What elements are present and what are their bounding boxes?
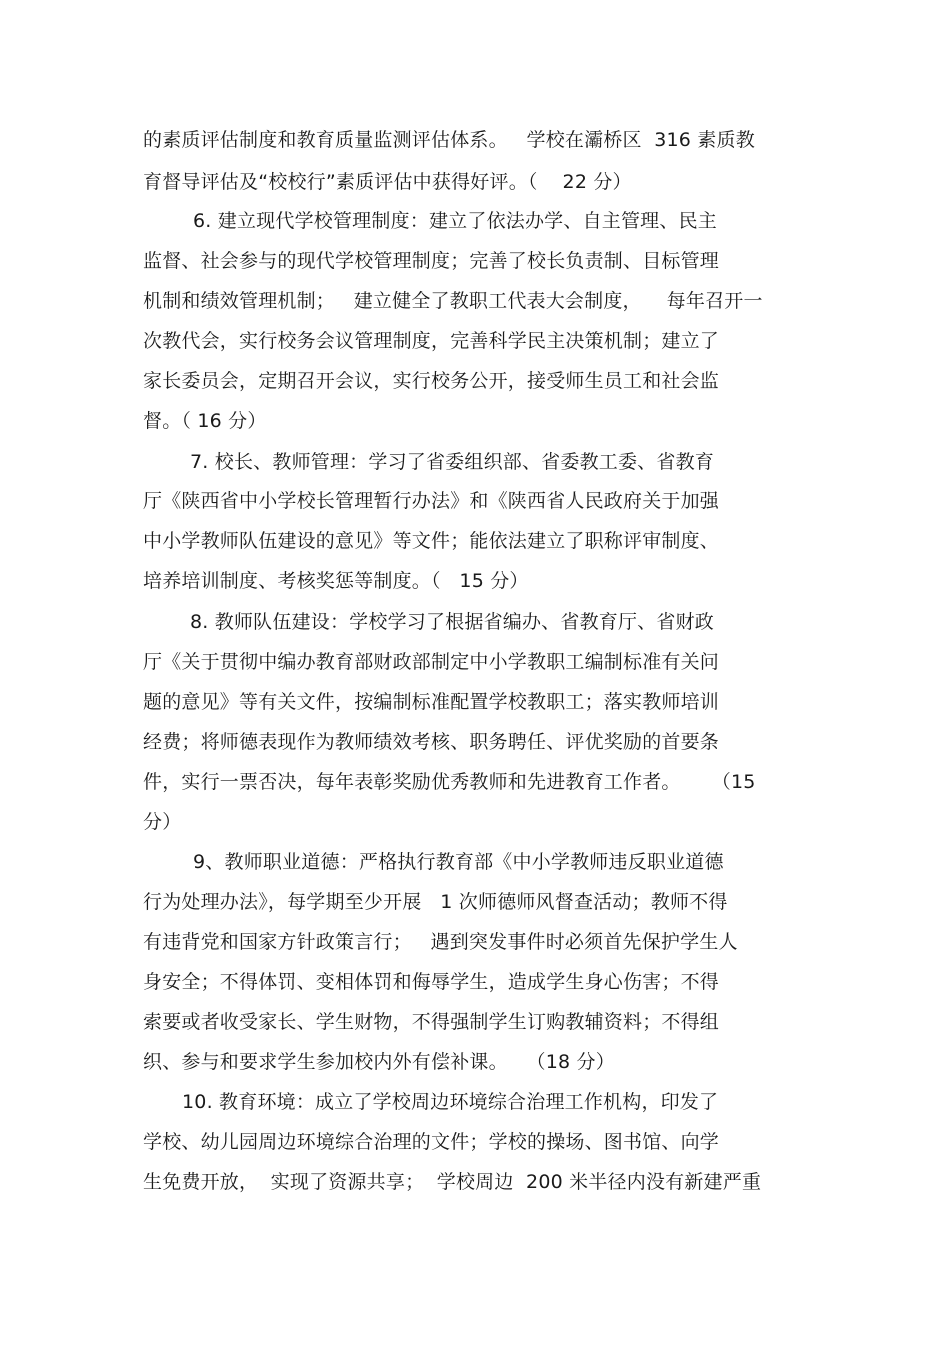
text-line: 监督、社会参与的现代学校管理制度；完善了校长负责制、目标管理 — [143, 250, 720, 272]
paragraph-heading: 9、教师职业道德：严格执行教育部《中小学教师违反职业道德 — [193, 851, 724, 873]
paragraph-heading: 6. 建立现代学校管理制度：建立了依法办学、自主管理、民主 — [193, 210, 717, 232]
text-line: 厅《关于贯彻中编办教育部财政部制定中小学教职工编制标准有关问 — [143, 651, 720, 673]
text-line: 机制和绩效管理机制； 建立健全了教职工代表大会制度， 每年召开一 — [143, 290, 763, 312]
text-line: 厅《陕西省中小学校长管理暂行办法》和《陕西省人民政府关于加强 — [143, 490, 720, 512]
paragraph-heading: 10. 教育环境：成立了学校周边环境综合治理工作机构，印发了 — [182, 1091, 719, 1113]
text-line: 织、参与和要求学生参加校内外有偿补课。 （18 分） — [143, 1051, 615, 1073]
text-line: 家长委员会，定期召开会议，实行校务公开，接受师生员工和社会监 — [143, 370, 720, 392]
text-line: 行为处理办法》，每学期至少开展 1 次师德师风督查活动；教师不得 — [143, 891, 728, 913]
text-line: 培养培训制度、考核奖惩等制度。（ 15 分） — [143, 570, 529, 592]
text-line: 督。（ 16 分） — [143, 410, 267, 432]
text-line: 学校、幼儿园周边环境综合治理的文件；学校的操场、图书馆、向学 — [143, 1131, 720, 1153]
text-line: 身安全；不得体罚、变相体罚和侮辱学生，造成学生身心伤害；不得 — [143, 971, 720, 993]
text-line: 经费；将师德表现作为教师绩效考核、职务聘任、评优奖励的首要条 — [143, 731, 720, 753]
text-line: 分） — [143, 811, 182, 833]
text-line: 索要或者收受家长、学生财物，不得强制学生订购教辅资料；不得组 — [143, 1011, 720, 1033]
text-line: 件，实行一票否决，每年表彰奖励优秀教师和先进教育工作者。 （15 — [143, 771, 756, 793]
text-line: 生免费开放， 实现了资源共享； 学校周边 200 米半径内没有新建严重 — [143, 1171, 762, 1193]
text-line: 中小学教师队伍建设的意见》等文件；能依法建立了职称评审制度、 — [143, 530, 720, 552]
text-line: 次教代会，实行校务会议管理制度，完善科学民主决策机制；建立了 — [143, 330, 720, 352]
text-line: 有违背党和国家方针政策言行； 遇到突发事件时必须首先保护学生人 — [143, 931, 738, 953]
text-line: 育督导评估及“校校行”素质评估中获得好评。（ 22 分） — [143, 171, 632, 193]
paragraph-heading: 7. 校长、教师管理：学习了省委组织部、省委教工委、省教育 — [190, 451, 714, 473]
text-line: 的素质评估制度和教育质量监测评估体系。 学校在灞桥区 316 素质教 — [143, 129, 755, 151]
paragraph-heading: 8. 教师队伍建设：学校学习了根据省编办、省教育厅、省财政 — [190, 611, 714, 633]
text-line: 题的意见》等有关文件，按编制标准配置学校教职工；落实教师培训 — [143, 691, 720, 713]
